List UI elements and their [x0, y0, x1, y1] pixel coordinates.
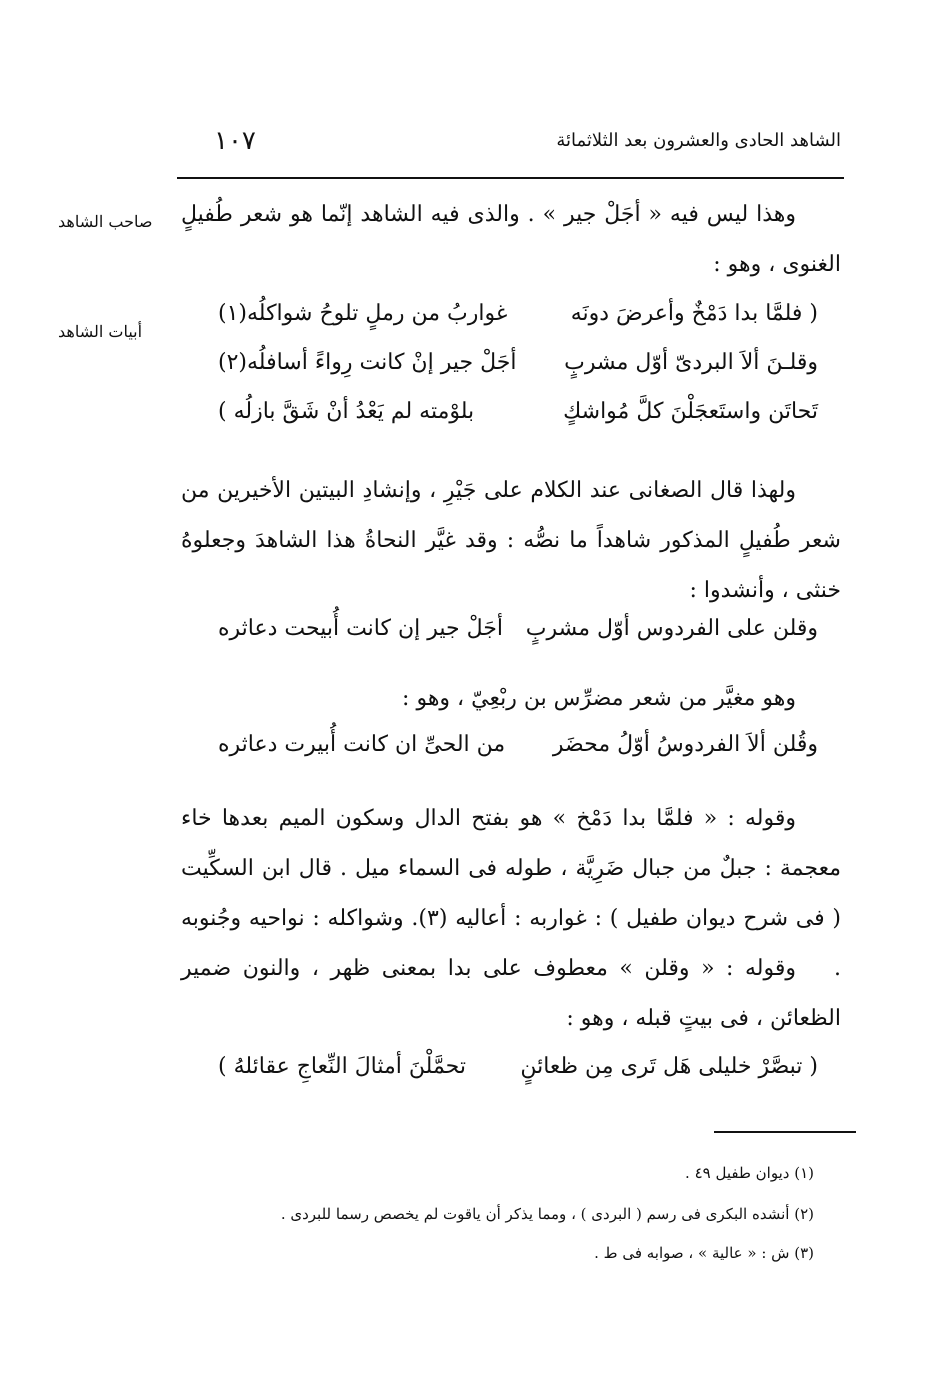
verse-line: [218, 616, 818, 664]
margin-note-poet: صاحب الشاهد: [58, 212, 153, 231]
verse-hemistich-second: أجَلْ جير إن كانت أُبيحت دعاثره: [218, 616, 503, 641]
verse-hemistich-second: غواربُ من رملٍ تلوحُ شواكلُه(١): [218, 301, 508, 326]
verse-line: [218, 301, 818, 349]
verse-hemistich-first: تَحاتَن واستَعجَلْنَ كلَّ مُواشكٍ: [563, 399, 818, 424]
paragraph-2: [181, 466, 841, 616]
paragraph-text: وهذا ليس فيه « أجَلْ جير » . والذى فيه الشاهد إنّما هو شعر طُفيلٍ الغنوى ، وهو :: [181, 202, 841, 277]
verse-hemistich-second: من الحىِّ ان كانت أُبيرت دعاثره: [218, 732, 506, 757]
header-rule: [177, 177, 844, 179]
verse-hemistich-second: أجَلْ جير إنْ كانت رِواءً أسافلُه(٢): [218, 350, 517, 375]
verse-hemistich-first: وقلن على الفردوس أوّل مشربٍ: [525, 616, 818, 641]
verse-hemistich-first: وقلـنَ ألاَ البردىّ أوّل مشربٍ: [564, 350, 818, 375]
page-number: ١٠٧: [214, 126, 256, 156]
verse-line: [218, 399, 818, 447]
margin-note-verses: أبيات الشاهد: [58, 322, 143, 341]
footnote: (٢) أنشده البكرى فى رسم ( البردى ) ، ومما يذكر أن ياقوت لم يخصص رسما للبردى .: [280, 1205, 814, 1223]
footnote-rule: [714, 1131, 856, 1133]
verse-hemistich-second: بلوْمته لم يَعْدُ أنْ شَقَّ بازلُه ): [218, 399, 475, 424]
running-title: الشاهد الحادى والعشرون بعد الثلاثمائة: [556, 130, 841, 151]
paragraph-text: وقوله : « فلمَّا بدا دَمْخ » هو بفتح الدال وسكون الميم بعدها خاء معجمة : جبلٌ من جبال ضَرِيَّة ، طوله فى السماء ميل . قال ابن السكِّيت ( فى شرح ديوان طفيل ) : غواربه : أعاليه (٣). وشواكله : نواحيه وجُنوبه .: [181, 806, 842, 981]
verse-hemistich-second: تحمَّلْنَ أمثالَ النِّعاجِ عقائلهُ ): [218, 1054, 466, 1079]
paragraph-5: [181, 944, 841, 1044]
verse-line: [218, 350, 818, 398]
paragraph-3: [181, 674, 841, 724]
paragraph-text: وقوله : « وقلن » معطوف على بدا بمعنى ظهر ، والنون ضمير الظعائن ، فى بيتٍ قبله ، وهو :: [181, 956, 841, 1031]
paragraph-1: [181, 190, 841, 290]
verse-hemistich-first: وقُلن ألاَ الفردوسُ أوّلُ محضَر: [552, 732, 818, 757]
verse-line: [218, 732, 818, 780]
verse-hemistich-first: ( فلمَّا بدا دَمْخٌ وأعرضَ دونَه: [570, 301, 818, 326]
verse-line: [218, 1054, 818, 1102]
paragraph-text: ولهذا قال الصغانى عند الكلام على جَيْرِ ، وإنشادِ البيتين الأخيرين من شعر طُفيلٍ المذكور شاهداً ما نصُّه : وقد غيَّر النحاةُ هذا الشاهدَ وجعلوهُ خنثى ، وأنشدوا :: [181, 478, 841, 603]
footnote: (٣) ش : « عالية » ، صوابه فى ط .: [594, 1244, 814, 1262]
paragraph-text: وهو مغيَّر من شعر مضرِّس بن ربْعِيّ ، وهو :: [402, 686, 796, 711]
footnote: (١) ديوان طفيل ٤٩ .: [685, 1164, 814, 1182]
verse-hemistich-first: ( تبصَّرْ خليلى هَل تَرى مِن ظعائنٍ: [520, 1054, 818, 1079]
